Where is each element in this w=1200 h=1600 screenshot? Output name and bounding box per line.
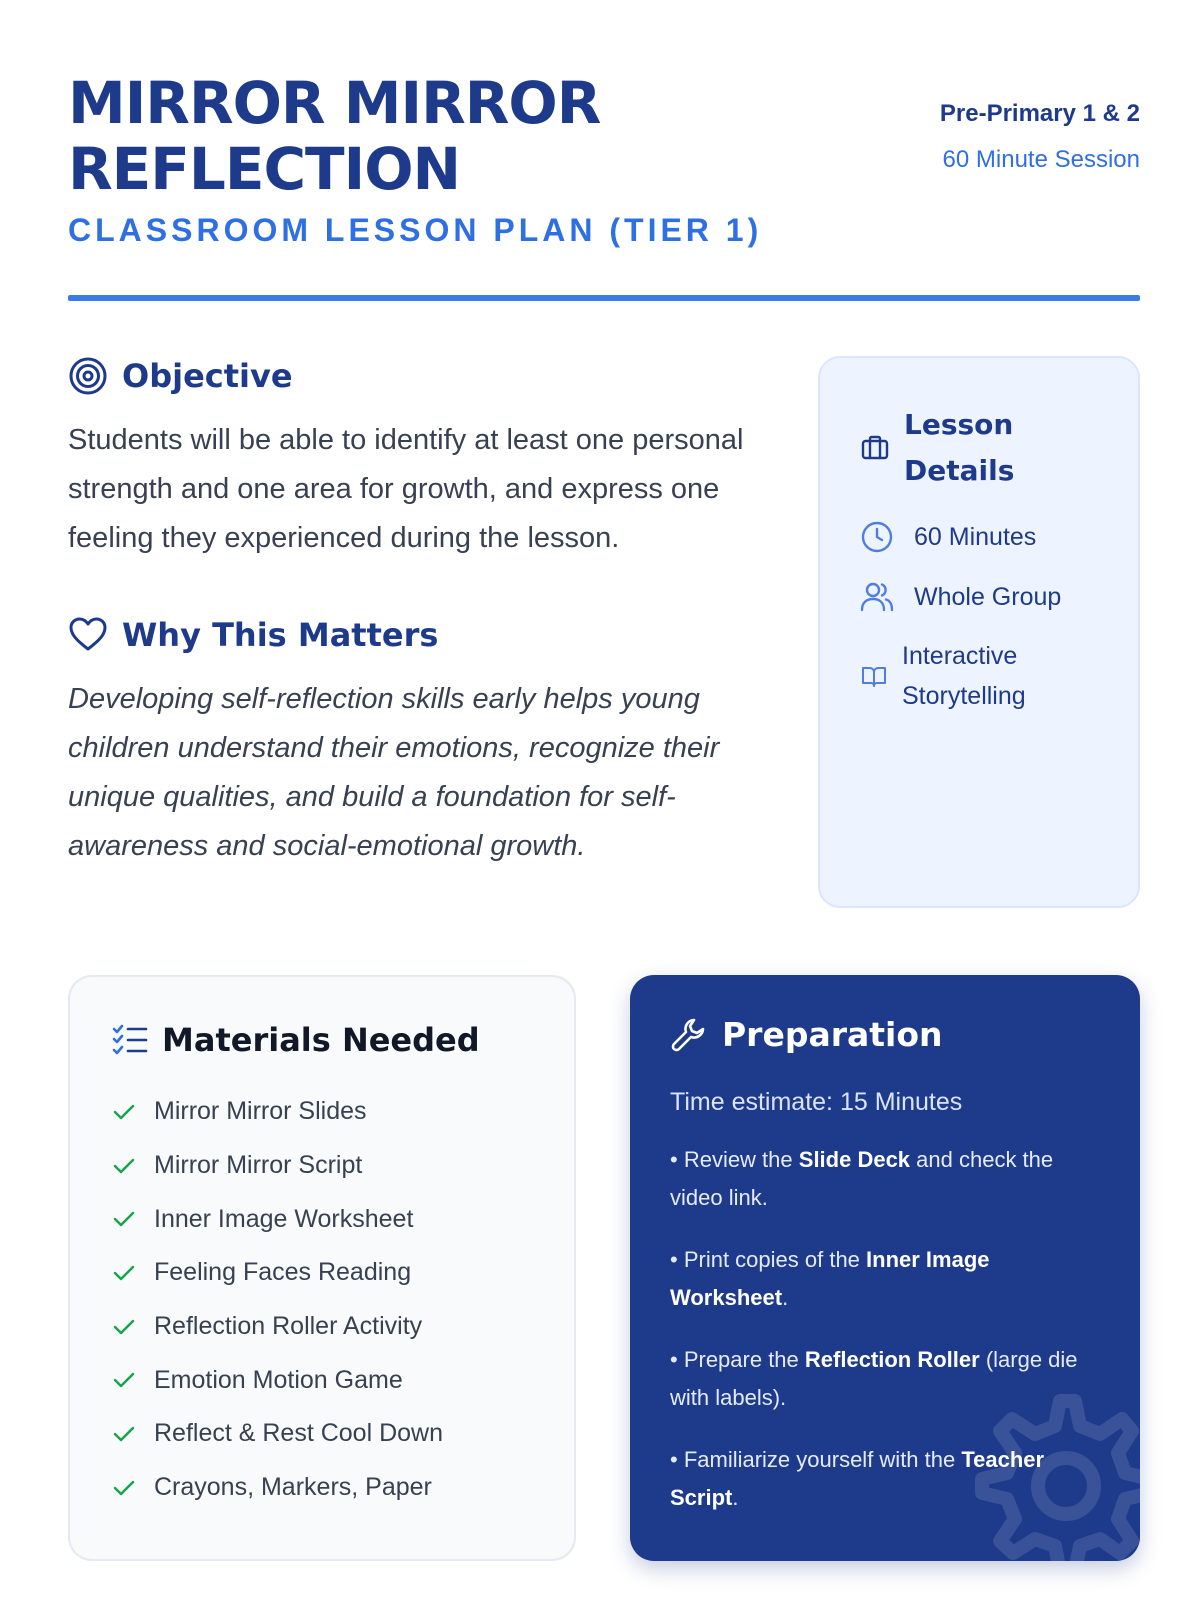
session-length: 60 Minute Session	[942, 146, 1140, 173]
main-column	[68, 356, 768, 871]
prep-bold: Slide Deck	[798, 1147, 911, 1172]
target-icon	[68, 356, 108, 396]
clock-icon	[860, 520, 894, 554]
preparation-header	[670, 1015, 1100, 1054]
prep-step	[670, 1241, 1100, 1317]
material-label: Crayons, Markers, Paper	[154, 1473, 432, 1502]
preparation-heading: Preparation	[722, 1015, 943, 1054]
page-header	[68, 70, 1140, 302]
detail-grouping	[860, 580, 1138, 614]
lesson-details-heading: Lesson Details	[904, 408, 1015, 487]
objective-text: Students will be able to identify at least one personal strength and one area for growth, and express one feeling they experienced during the lesson.	[68, 424, 744, 554]
list-item	[112, 1192, 574, 1246]
material-label: Feeling Faces Reading	[154, 1258, 412, 1287]
check-icon	[112, 1476, 136, 1500]
list-item	[112, 1139, 574, 1193]
gear-icon	[960, 1381, 1140, 1561]
briefcase-icon	[860, 433, 890, 463]
lesson-meta	[920, 94, 1140, 186]
prep-text: .	[732, 1485, 739, 1510]
detail-format	[860, 636, 1138, 716]
users-icon	[860, 580, 894, 614]
checklist-icon	[112, 1022, 148, 1058]
why-heading: Why This Matters	[122, 616, 439, 654]
prep-text: • Review the	[670, 1147, 799, 1172]
check-icon	[112, 1207, 136, 1231]
prep-bold: Inner Image Worksheet	[670, 1247, 990, 1310]
prep-bold: Teacher Script	[670, 1447, 1045, 1510]
check-icon	[112, 1315, 136, 1339]
list-item	[112, 1085, 574, 1139]
heart-icon	[68, 615, 108, 655]
prep-step	[670, 1141, 1100, 1217]
material-label: Mirror Mirror Script	[154, 1151, 363, 1180]
prep-text: and check the video link.	[670, 1147, 1054, 1210]
list-item	[112, 1246, 574, 1300]
page-subtitle: CLASSROOM LESSON PLAN (TIER 1)	[68, 212, 763, 248]
check-icon	[112, 1368, 136, 1392]
materials-header	[112, 1021, 574, 1059]
why-text: Developing self-reflection skills early helps young children understand their emotions, recognize their unique qualities, and build a foundation for self-awareness and social-emotional growth.	[68, 683, 720, 862]
materials-card	[68, 975, 576, 1561]
prep-text: .	[782, 1285, 789, 1310]
material-label: Mirror Mirror Slides	[154, 1097, 367, 1126]
prep-text: • Print copies of the	[670, 1247, 867, 1272]
material-label: Reflect & Rest Cool Down	[154, 1419, 444, 1448]
check-icon	[112, 1261, 136, 1285]
check-icon	[112, 1154, 136, 1178]
detail-duration-label: 60 Minutes	[914, 522, 1037, 551]
material-label: Emotion Motion Game	[154, 1365, 403, 1394]
prep-text: • Familiarize yourself with the	[670, 1447, 962, 1472]
check-icon	[112, 1422, 136, 1446]
list-item	[112, 1353, 574, 1407]
check-icon	[112, 1100, 136, 1124]
preparation-card	[630, 975, 1140, 1561]
objective-header	[68, 356, 768, 396]
header-divider	[68, 295, 1140, 301]
prep-text: (large die with labels).	[670, 1347, 1078, 1410]
why-section	[68, 615, 768, 871]
prep-bold: Reflection Roller	[804, 1347, 980, 1372]
lesson-details-card	[818, 356, 1140, 908]
page-title: MIRROR MIRROR REFLECTION	[68, 69, 601, 203]
material-label: Reflection Roller Activity	[154, 1312, 423, 1341]
material-label: Inner Image Worksheet	[154, 1204, 414, 1233]
prep-text: • Prepare the	[670, 1347, 805, 1372]
list-item	[112, 1461, 574, 1515]
list-item	[112, 1407, 574, 1461]
time-estimate: Time estimate: 15 Minutes	[670, 1088, 963, 1116]
book-open-icon	[860, 662, 888, 690]
materials-heading: Materials Needed	[162, 1021, 480, 1059]
detail-format-label: Interactive Storytelling	[902, 642, 1026, 710]
detail-duration	[860, 520, 1138, 554]
list-item	[112, 1300, 574, 1354]
wrench-icon	[670, 1016, 708, 1054]
materials-list	[112, 1085, 574, 1515]
why-header	[68, 615, 768, 655]
grade-level: Pre-Primary 1 & 2	[939, 100, 1140, 127]
detail-grouping-label: Whole Group	[914, 582, 1062, 611]
lesson-details-header	[860, 402, 1138, 494]
objective-heading: Objective	[122, 357, 293, 395]
